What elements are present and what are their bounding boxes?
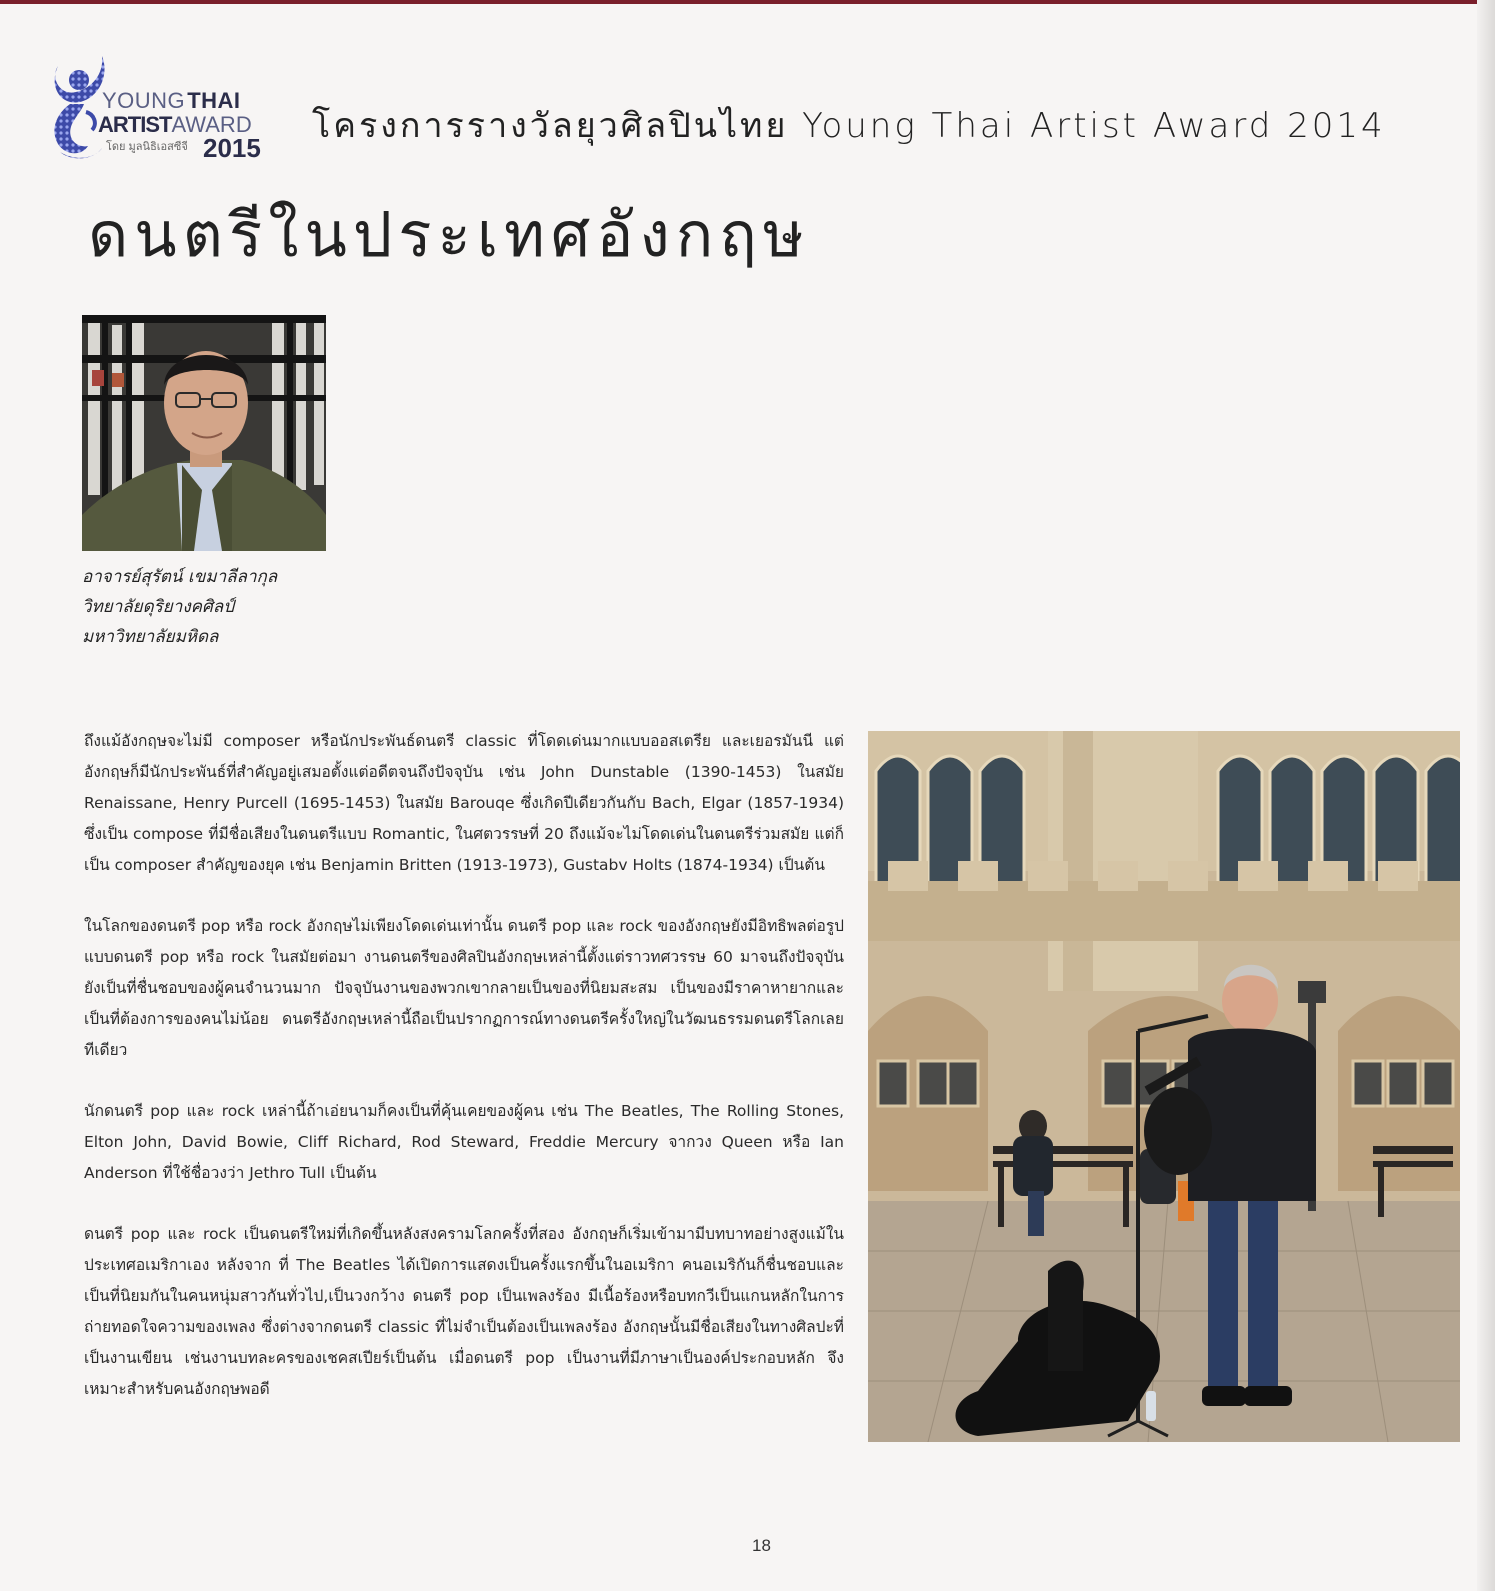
street-musician-photo	[868, 731, 1460, 1442]
logo-text-young-thai: YOUNGTHAI	[102, 88, 241, 113]
logo-text-artist-award: ARTISTAWARD	[98, 112, 252, 137]
author-college: วิทยาลัยดุริยางคศิลป์	[82, 597, 234, 617]
paragraph: นักดนตรี pop และ rock เหล่านี้ถ้าเอ่ยนามก็คงเป็นที่คุ้นเคยของผู้คน เช่น The Beatles, The Rolling Stones, Elton John, David Bowie, Cliff Richard, Rod Steward, Freddie Mercury จากวง Queen หรือ Ian Anderson ที่ใช้ชื่อวงว่า Jethro Tull เป็นต้น	[84, 1102, 844, 1182]
logo-sponsor: โดย มูลนิธิเอสซีจี	[106, 141, 188, 153]
page-top-edge	[0, 0, 1495, 4]
page-title: ดนตรีในประเทศอังกฤษ	[88, 198, 810, 271]
paragraph: ในโลกของดนตรี pop หรือ rock อังกฤษไม่เพียงโดดเด่นเท่านั้น ดนตรี pop และ rock ของอังกฤษยังมีอิทธิพลต่อรูปแบบดนตรี pop หรือ rock ในสมัยต่อมา งานดนตรีของศิลปินอังกฤษเหล่านี้ตั้งแต่ราวทศวรรษ 60 มาจนถึงปัจจุบันยังเป็นที่ชื่นชอบของผู้คนจำนวนมาก ปัจจุบันงานของพวกเขากลายเป็นของที่นิยมสะสม เป็นของมีราคาหายากและเป็นที่ต้องการของคนไม่น้อย ดนตรีอังกฤษเหล่านี้ถือเป็นปรากฏการณ์ทางดนตรีครั้งใหญ่ในวัฒนธรรมดนตรีโลกเลยทีเดียว	[84, 917, 844, 1059]
paragraph: ดนตรี pop และ rock เป็นดนตรีใหม่ที่เกิดขึ้นหลังสงครามโลกครั้งที่สอง อังกฤษก็เริ่มเข้ามามีบทบาทอย่างสูงแม้ในประเทศอเมริกาเอง หลังจาก ที่ The Beatles ได้เปิดการแสดงเป็นครั้งแรกขึ้นในอเมริกา คนอเมริกันก็ชื่นชอบและเป็นที่นิยมกันในคนหนุ่มสาวกันทั่วไป,เป็นวงกว้าง ดนตรี pop เป็นเพลงร้อง มีเนื้อร้องหรือบทกวีเป็นแกนหลักในการถ่ายทอดใจความของเพลง ซึ่งต่างจากดนตรี classic ที่ไม่จำเป็นต้องเป็นเพลงร้อง อังกฤษนั้นมีชื่อเสียงในทางศิลปะที่เป็นงานเขียน เช่นงานบทละครของเชคสเปียร์เป็นต้น เมื่อดนตรี pop เป็นงานที่มีภาษาเป็นองค์ประกอบหลัก จึงเหมาะสำหรับคนอังกฤษพอดี	[84, 1225, 844, 1398]
paragraph: ถึงแม้อังกฤษจะไม่มี composer หรือนักประพันธ์ดนตรี classic ที่โดดเด่นมากแบบออสเตรีย และเยอรมันนี แต่อังกฤษก็มีนักประพันธ์ที่สำคัญอยู่เสมอตั้งแต่อดีตจนถึงปัจจุบัน เช่น John Dunstable (1390-1453) ในสมัย Renaissane, Henry Purcell (1695-1453) ในสมัย Barouqe ซึ่งเกิดปีเดียวกันกับ Bach, Elgar (1857-1934) ซึ่งเป็น compose ที่มีชื่อเสียงในดนตรีแบบ Romantic, ในศตวรรษที่ 20 ถึงแม้จะไม่โดดเด่นในดนตรีร่วมสมัย แต่ก็เป็น composer สำคัญของยุค เช่น Benjamin Britten (1913-1973), Gustabv Holts (1874-1934) เป็นต้น	[84, 732, 844, 874]
header-title: โครงการรางวัลยุวศิลปินไทย Young Thai Artist Award 2014	[312, 106, 1386, 146]
logo-year: 2015	[203, 133, 261, 163]
page-number: 18	[752, 1536, 771, 1555]
author-university: มหาวิทยาลัยมหิดล	[82, 627, 219, 647]
young-thai-artist-award-logo	[46, 52, 282, 164]
article-body	[84, 726, 844, 1435]
author-name: อาจารย์สุรัตน์ เขมาลีลากุล	[82, 567, 278, 587]
page-binding-shadow	[1477, 0, 1495, 1591]
author-caption	[82, 562, 402, 652]
author-portrait-photo	[82, 315, 326, 551]
